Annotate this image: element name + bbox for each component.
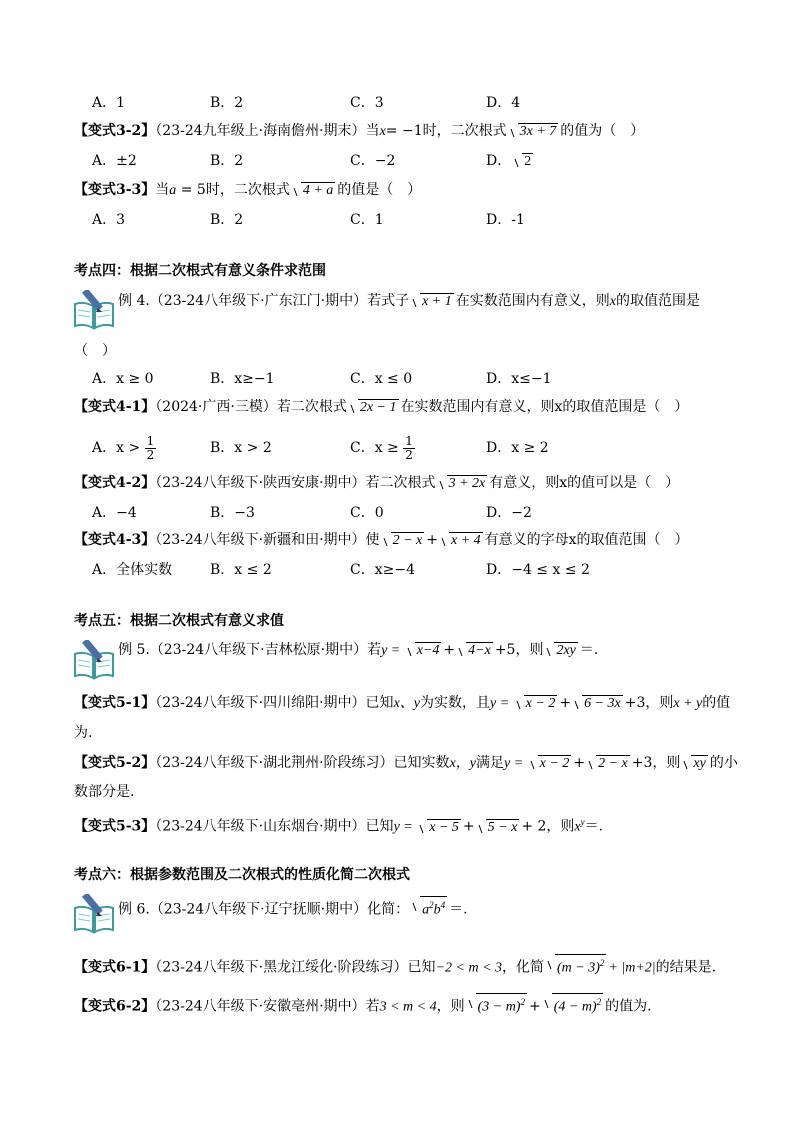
sqrt-expression: x + 1 [411, 292, 454, 310]
option-b: B．−3 [210, 505, 255, 521]
sqrt-expression: 4 + a [292, 181, 335, 199]
question-tag: 【变式3-2】 [74, 123, 156, 139]
question-tag: 【变式6-1】 [74, 959, 156, 976]
option-c: C．0 [350, 505, 384, 521]
question-tag: 【变式5-1】 [74, 695, 156, 711]
option-d: D．−4 ≤ x ≤ 2 [486, 562, 590, 578]
question-5-1-line2: 为. [74, 725, 93, 741]
answer-paren: （ ） [74, 343, 116, 359]
question-tag: 【变式6-2】 [74, 998, 156, 1015]
option-d: D．-1 [486, 212, 525, 228]
option-a: A．−4 [92, 505, 137, 521]
option-a: A．全体实数 [92, 562, 173, 578]
sqrt-expression: x−4 [406, 641, 442, 659]
sqrt-expression: x + 4 [440, 531, 483, 549]
example-5: 例 5.（23-24八年级下·吉林松原·期中）若y = x−4 + 4−x +5，则 2xy ＝. [118, 642, 599, 658]
sqrt-expression: x − 2 [529, 754, 572, 772]
option-c: C．x≥−4 [350, 562, 415, 578]
option-a: A．3 [92, 212, 126, 228]
question-text: （23-24九年级上·海南儋州·期末）当 [155, 123, 380, 139]
option-a: A．±2 [92, 153, 137, 169]
sqrt-expression: $(m - 3)^2$ [546, 954, 606, 977]
sqrt-expression: 5 − x [477, 818, 520, 836]
question-4-1: 【变式4-1】（2024·广西·三模）若二次根式 2x − 1 在实数范围内有意义，则x的取值范围是（ ） [74, 399, 689, 415]
section-heading: 考点四：根据二次根式有意义条件求范围 [74, 263, 326, 279]
book-pencil-icon [72, 640, 116, 680]
option-b: B．2 [210, 153, 244, 169]
option-c: C．x ≤ 0 [350, 371, 413, 387]
fraction: $\frac{1}{2}$ [146, 433, 155, 462]
sqrt-expression: $(3 - m)^2$ [467, 993, 527, 1016]
question-6-2: 【变式6-2】（23-24八年级下·安徽亳州·期中）若3 < m < 4，则 $(3 - m)^2 + (4 - m)^2$ 的值为. [74, 993, 652, 1017]
example-6: 例 6.（23-24八年级下·辽宁抚顺·期中）化简： $a^2b^4$ ＝. [118, 896, 468, 919]
sqrt-expression: 2 − x [587, 754, 630, 772]
option-c: C．x ≥ $\frac{1}{2}$ [350, 433, 413, 462]
question-3-3: 【变式3-3】当a = 5时，二次根式 4 + a 的值是（ ） [74, 182, 422, 198]
question-4-3: 【变式4-3】（23-24八年级下·新疆和田·期中）使 2 − x + x + 4 有意义的字母x的取值范围（ ） [74, 532, 689, 548]
option-d: D．−2 [486, 505, 532, 521]
question-tag: 【变式5-2】 [74, 755, 156, 771]
option-b: B．2 [210, 212, 244, 228]
sqrt-expression: 4−x [457, 641, 493, 659]
question-5-2: 【变式5-2】（23-24八年级下·湖北荆州·阶段练习）已知实数x，y满足y = x − 2 + 2 − x +3，则 xy 的小 [74, 755, 738, 771]
option-d: D．x≤−1 [486, 371, 552, 387]
section-heading: 考点五：根据二次根式有意义求值 [74, 613, 284, 629]
question-3-2: 【变式3-2】（23-24九年级上·海南儋州·期末）当x= −1时，二次根式 3x + 7 的值为（ ） [74, 123, 645, 139]
sqrt-expression: xy [682, 754, 707, 772]
option-b: B．x > 2 [210, 440, 272, 456]
option-d: D．x ≥ 2 [486, 440, 549, 456]
book-pencil-icon [72, 894, 116, 934]
option-c: C．−2 [350, 153, 396, 169]
sqrt-expression: $a^2b^4$ [411, 896, 447, 919]
question-tag: 【变式4-1】 [74, 399, 156, 415]
question-6-1: 【变式6-1】（23-24八年级下·黑龙江绥化·阶段练习）已知−2 < m < 3，化简 $(m - 3)^2 + |m+2|$的结果是. [74, 954, 716, 978]
option-d: D．4 [486, 95, 521, 111]
question-tag: 【变式4-3】 [74, 532, 156, 548]
sqrt-expression: 2 [513, 152, 533, 170]
sqrt-expression: 2 − x [382, 531, 425, 549]
option-b: B．x ≤ 2 [210, 562, 272, 578]
question-5-3: 【变式5-3】（23-24八年级下·山东烟台·期中）已知y = x − 5 + 5 − x + 2，则$x^y=$. [74, 817, 604, 835]
sqrt-expression: x − 2 [515, 694, 558, 712]
option-a: A．1 [92, 95, 126, 111]
sqrt-expression: 2xy [545, 641, 577, 659]
example-4: 例 4.（23-24八年级下·广东江门·期中）若式子 x + 1 在实数范围内有意义，则x的取值范围是 [118, 293, 700, 309]
section-heading: 考点六：根据参数范围及二次根式的性质化简二次根式 [74, 867, 410, 883]
book-pencil-icon [72, 290, 116, 330]
option-d: D． 2 [486, 153, 532, 169]
sqrt-expression: x − 5 [418, 818, 461, 836]
question-5-1: 【变式5-1】（23-24八年级下·四川绵阳·期中）已知x、y为实数，且y = x − 2 + 6 − 3x +3，则x + y的值 [74, 695, 731, 711]
sqrt-expression: 2x − 1 [349, 398, 399, 416]
option-a: A．x ≥ 0 [92, 371, 154, 387]
option-c: C．1 [350, 212, 384, 228]
option-a: A．x > $\frac{1}{2}$ [92, 433, 155, 462]
option-c: C．3 [350, 95, 384, 111]
question-tag: 【变式3-3】 [74, 182, 156, 198]
sqrt-expression: 3 + 2x [438, 474, 488, 492]
option-b: B．x≥−1 [210, 371, 275, 387]
question-5-2-line2: 数部分是. [74, 784, 135, 800]
option-b: B．2 [210, 95, 244, 111]
fraction: $\frac{1}{2}$ [405, 433, 413, 462]
question-tag: 【变式4-2】 [74, 475, 156, 491]
sqrt-expression: 3x + 7 [509, 122, 559, 140]
sqrt-expression: $(4 - m)^2$ [543, 993, 603, 1016]
sqrt-expression: 6 − 3x [573, 694, 623, 712]
question-4-2: 【变式4-2】（23-24八年级下·陕西安康·期中）若二次根式 3 + 2x 有意义，则x的值可以是（ ） [74, 475, 680, 491]
question-tag: 【变式5-3】 [74, 818, 156, 835]
